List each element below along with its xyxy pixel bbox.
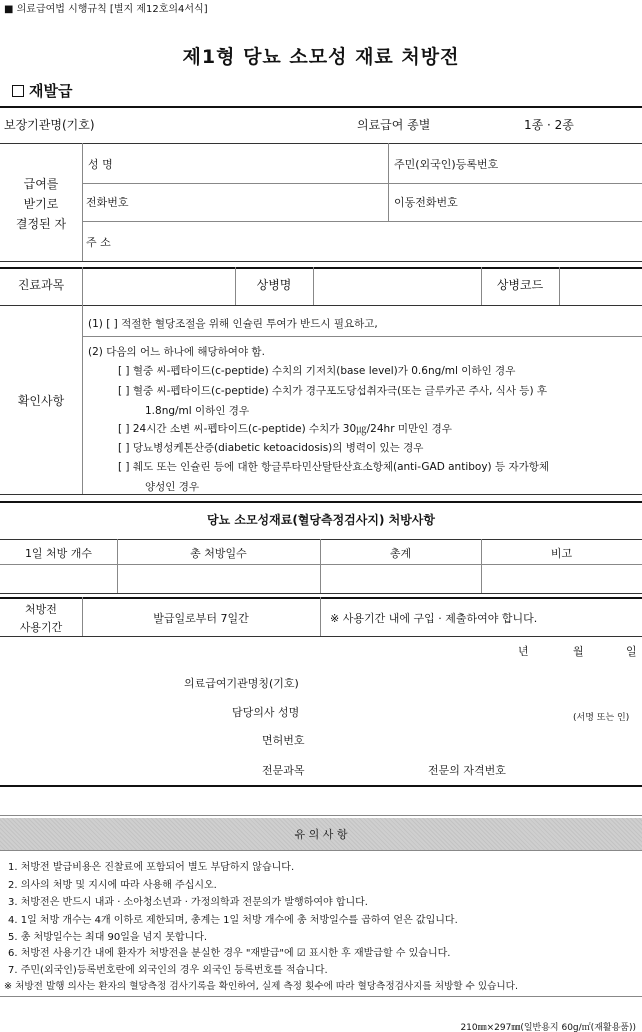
date-year[interactable]: 년 [518, 645, 529, 658]
col-daily-count: 1일 처방 개수 [24, 547, 93, 560]
reissue-option[interactable] [12, 80, 72, 101]
confirmation-item-1[interactable]: (1) [ ] 적절한 혈당조절을 위해 인슐린 투여가 반드시 필요하고, [88, 318, 378, 330]
col-note: 비고 [550, 547, 573, 560]
validity-value: 발급일로부터 7일간 [153, 612, 249, 625]
mobile-field[interactable]: 이동전화번호 [394, 196, 458, 209]
notice-item: 6. 처방전 사용기간 내에 환자가 처방전을 분실한 경우 "재발급"에 ☑ 표시한 후 재발급할 수 있습니다. [8, 948, 451, 959]
specialty-label[interactable]: 전문과목 [262, 764, 305, 777]
daily-count-input[interactable] [0, 565, 117, 592]
validity-note: ※ 사용기간 내에 구입 · 제출하여야 합니다. [330, 612, 538, 625]
reissue-checkbox[interactable] [12, 85, 24, 97]
benefit-type-label: 의료급여 종별 [357, 118, 431, 132]
notice-item: 2. 의사의 처방 및 지시에 따라 사용해 주십시오. [8, 880, 217, 891]
confirmation-sub-3[interactable]: [ ] 24시간 소변 씨-펩타이드(c-peptide) 수치가 30㎍/24hr 미만인 경우 [118, 423, 452, 435]
notice-item: 3. 처방전은 반드시 내과 · 소아청소년과 · 가정의학과 전문의가 발행하여야 합니다. [8, 897, 368, 908]
prescription-section-title: 당뇨 소모성재료(혈당측정검사지) 처방사항 [207, 513, 435, 527]
department-label: 진료과목 [17, 278, 65, 292]
license-number-label[interactable]: 면허번호 [262, 734, 305, 747]
phone-field[interactable]: 전화번호 [86, 196, 129, 209]
address-field[interactable]: 주 소 [86, 236, 111, 249]
confirmation-label: 확인사항 [17, 394, 65, 408]
signature-note: (서명 또는 인) [573, 713, 630, 723]
note-input[interactable] [482, 565, 642, 592]
doctor-name-label[interactable]: 담당의사 성명 [232, 706, 300, 719]
notice-item: 5. 총 처방일수는 최대 90일을 넘지 못합니다. [8, 932, 208, 943]
notice-item: 7. 주민(외국인)등록번호란에 외국인의 경우 외국인 등록번호를 적습니다. [8, 965, 328, 976]
confirmation-sub-4[interactable]: [ ] 당뇨병성케톤산증(diabetic ketoacidosis)의 병력이 있는 경우 [118, 442, 424, 454]
institution-label: 보장기관명(기호) [4, 118, 95, 132]
col-total-days: 총 처방일수 [190, 547, 247, 560]
date-month[interactable]: 월 [573, 645, 584, 658]
reissue-label: 재발급 [29, 82, 73, 100]
date-day[interactable]: 일 [626, 645, 637, 658]
disease-code-label: 상병코드 [496, 278, 544, 292]
confirmation-sub-2-cont: 1.8ng/ml 이하인 경우 [145, 405, 250, 417]
notice-item: 4. 1일 처방 개수는 4개 이하로 제한되며, 총계는 1일 처방 개수에 총 처방일수를 곱하여 얻은 값입니다. [8, 915, 458, 926]
total-input[interactable] [321, 565, 481, 592]
notice-title: 유 의 사 항 [294, 828, 348, 841]
notice-item: ※ 처방전 발행 의사는 환자의 혈당측정 검사기록을 확인하여, 실제 측정 횟수에 따라 혈당측정검사지를 처방할 수 있습니다. [4, 981, 518, 992]
col-total: 총계 [389, 547, 412, 560]
disease-name-label: 상병명 [256, 278, 292, 292]
notice-item: 1. 처방전 발급비용은 진찰료에 포함되어 별도 부담하지 않습니다. [8, 862, 295, 873]
confirmation-sub-5-cont: 양성인 경우 [145, 481, 200, 493]
total-days-input[interactable] [118, 565, 320, 592]
id-number-field[interactable]: 주민(외국인)등록번호 [394, 158, 499, 171]
confirmation-sub-5[interactable]: [ ] 췌도 또는 인슐린 등에 대한 항글루타민산탈탄산효소항체(anti-GAD antiboy) 등 자가항체 [118, 461, 550, 473]
name-field[interactable]: 성 명 [88, 158, 113, 171]
benefit-type-value[interactable]: 1종 · 2종 [524, 118, 574, 132]
confirmation-sub-2[interactable]: [ ] 혈중 씨-펩타이드(c-peptide) 수치가 경구포도당섭취자극(또는 글루카곤 주사, 식사 등) 후 [118, 385, 548, 397]
confirmation-sub-1[interactable]: [ ] 혈중 씨-펩타이드(c-peptide) 수치의 기저치(base level)가 0.6ng/ml 이하인 경우 [118, 365, 516, 377]
validity-label: 처방전 사용기간 [19, 603, 63, 634]
confirmation-item-2: (2) 다음의 어느 하나에 해당하여야 함. [88, 346, 265, 358]
paper-spec: 210㎜×297㎜(일반용지 60g/㎡(재활용품)) [460, 1023, 636, 1032]
institution-name-label[interactable]: 의료급여기관명칭(기호) [184, 677, 299, 690]
specialist-number-label[interactable]: 전문의 자격번호 [428, 764, 506, 777]
page-title: 제1형 당뇨 소모성 재료 처방전 [182, 46, 460, 68]
form-reference: ■ 의료급여법 시행규칙 [별지 제12호의4서식] [4, 4, 208, 15]
recipient-section-label: 급여를 받기로 결정된 자 [15, 177, 67, 231]
